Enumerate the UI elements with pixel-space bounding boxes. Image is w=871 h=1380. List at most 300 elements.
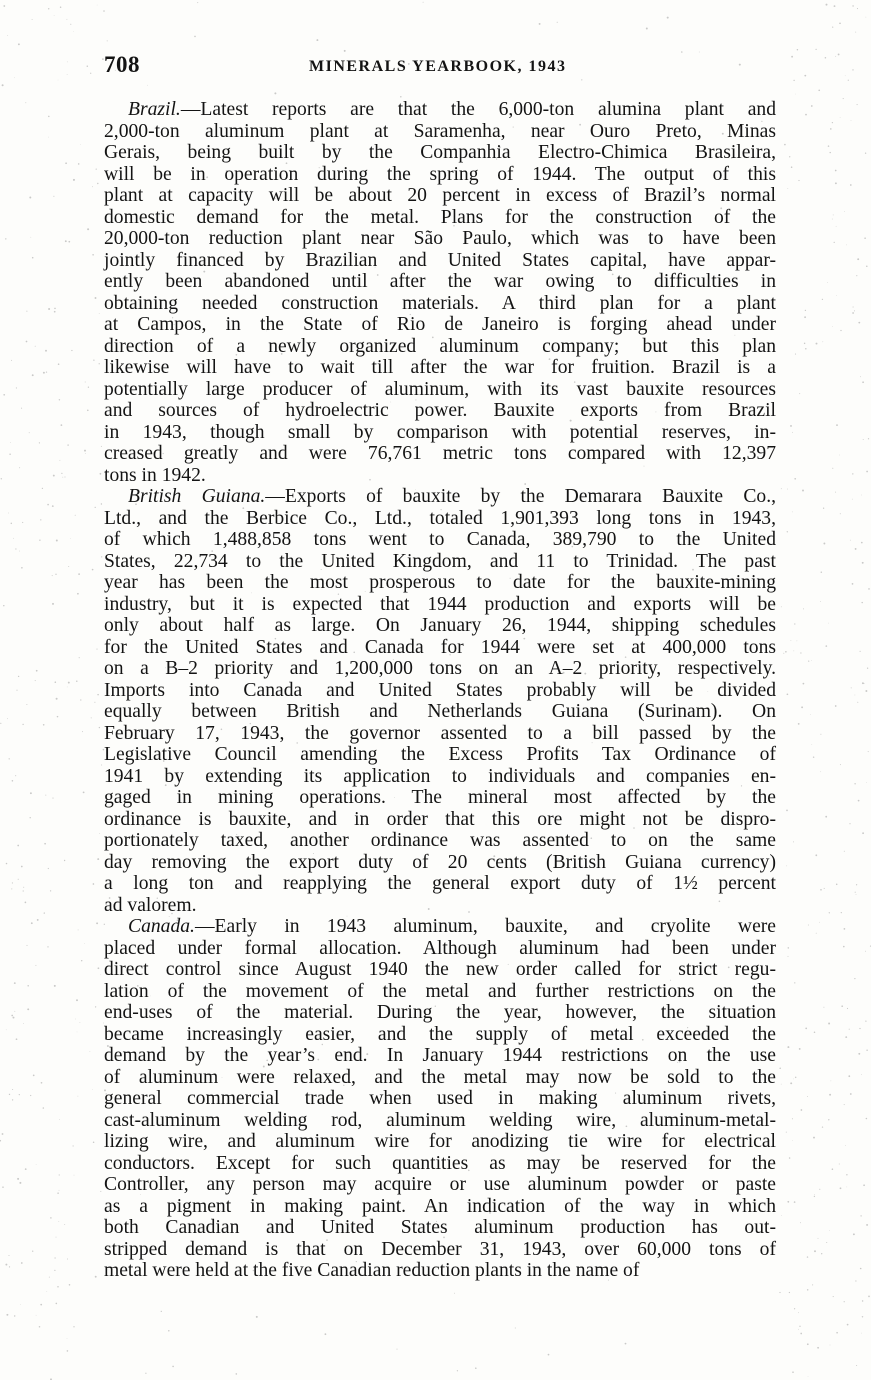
speckle — [852, 499, 853, 500]
speckle — [59, 1190, 60, 1191]
speckle — [66, 19, 67, 20]
speckle — [811, 660, 812, 661]
speckle — [812, 1284, 813, 1285]
speckle — [48, 137, 49, 138]
text-line — [104, 1067, 776, 1089]
speckle — [789, 156, 790, 157]
speckle — [25, 102, 26, 103]
speckle — [790, 640, 791, 641]
speckle — [325, 1333, 327, 1335]
line-text: year has been the most prosperous to date for the bauxite-mining — [104, 572, 776, 593]
speckle — [850, 1093, 852, 1095]
speckle — [861, 1074, 862, 1075]
text-line — [104, 1045, 776, 1067]
speckle — [794, 982, 795, 983]
speckle — [800, 1333, 802, 1335]
line-text: demand by the year’s end. In January 1944 restrictions on the use — [104, 1045, 776, 1066]
line-text: direction of a newly organized aluminum company; but this plan — [104, 335, 776, 357]
text-line — [104, 916, 776, 938]
speckle — [787, 1046, 789, 1048]
line-text: end-uses of the material. During the year, however, the situation — [104, 1002, 776, 1023]
speckle — [802, 490, 804, 492]
speckle — [646, 28, 648, 30]
speckle — [74, 179, 75, 180]
line-text: direct control since August 1940 the new order called for strict regu- — [104, 959, 776, 980]
text-line — [104, 465, 776, 487]
line-text: creased greatly and were 76,761 metric tons compared with 12,397 — [104, 443, 776, 464]
speckle — [866, 17, 867, 18]
speckle — [97, 858, 99, 860]
text-line — [104, 1196, 776, 1218]
speckle — [78, 163, 80, 165]
speckle — [93, 360, 94, 361]
speckle — [101, 556, 102, 557]
speckle — [819, 922, 820, 923]
speckle — [161, 1311, 162, 1312]
speckle — [59, 460, 60, 461]
speckle — [67, 444, 68, 445]
speckle — [36, 1315, 37, 1316]
text-line — [104, 852, 776, 874]
speckle — [548, 1354, 550, 1356]
speckle — [863, 1184, 865, 1186]
speckle — [515, 1328, 516, 1329]
text-line — [104, 1153, 776, 1175]
speckle — [810, 714, 811, 715]
speckle — [805, 348, 807, 350]
speckle — [794, 1201, 796, 1203]
speckle — [80, 1022, 81, 1023]
line-text: jointly financed by Brazilian and United States capital, have appar- — [104, 249, 776, 271]
speckle — [866, 782, 867, 783]
speckle — [804, 343, 805, 344]
speckle — [855, 548, 857, 550]
speckle — [866, 1050, 867, 1051]
speckle — [790, 1082, 792, 1084]
speckle — [818, 89, 820, 91]
speckle — [77, 1032, 78, 1033]
text-line — [104, 1174, 776, 1196]
speckle — [787, 531, 788, 532]
speckle — [798, 1312, 799, 1313]
line-text: 1941 by extending its application to individuals and companies en- — [104, 765, 776, 787]
speckle — [861, 495, 862, 496]
speckle — [11, 360, 12, 361]
speckle — [100, 974, 101, 975]
speckle — [539, 23, 541, 25]
text-line — [104, 895, 776, 917]
speckle — [19, 467, 20, 468]
speckle — [808, 660, 809, 661]
speckle — [860, 651, 861, 652]
line-text: Ltd., and the Berbice Co., Ltd., totaled 1,901,393 long tons in 1943, — [104, 507, 776, 529]
speckle — [844, 211, 845, 212]
text-line — [104, 787, 776, 809]
speckle — [786, 1132, 787, 1133]
speckle — [20, 1304, 21, 1305]
text-line — [104, 207, 776, 229]
speckle — [397, 1349, 398, 1350]
speckle — [783, 653, 784, 654]
speckle — [81, 960, 82, 961]
speckle — [5, 238, 6, 239]
speckle — [11, 888, 12, 889]
speckle — [57, 1192, 59, 1194]
text-line — [104, 293, 776, 315]
speckle — [101, 764, 102, 765]
line-text: will be in operation during the spring of 1944. The output of this — [104, 163, 776, 185]
text-line — [104, 422, 776, 444]
speckle — [836, 884, 838, 886]
page-number: 708 — [104, 52, 140, 77]
speckle — [30, 237, 31, 238]
speckle — [101, 446, 102, 447]
speckle — [816, 933, 817, 934]
speckle — [793, 80, 794, 81]
speckle — [835, 705, 837, 707]
speckle — [50, 890, 51, 891]
speckle — [832, 27, 833, 28]
speckle — [21, 408, 22, 409]
speckle — [795, 354, 796, 355]
speckle — [56, 698, 58, 700]
speckle — [804, 75, 806, 77]
speckle — [852, 473, 853, 474]
speckle — [800, 1222, 801, 1223]
line-text: became increasingly easier, and the supply of metal exceeded the — [104, 1023, 776, 1045]
speckle — [797, 641, 798, 642]
speckle — [94, 702, 95, 703]
text-line — [104, 529, 776, 551]
speckle — [857, 8, 858, 9]
speckle — [54, 311, 56, 313]
speckle — [25, 1168, 27, 1170]
speckle — [795, 1077, 796, 1078]
speckle — [2, 84, 4, 86]
speckle — [868, 1296, 870, 1298]
speckle — [835, 56, 836, 57]
speckle — [56, 540, 58, 542]
speckle — [838, 53, 840, 55]
line-text: 2,000-ton aluminum plant at Saramenha, near Ouro Preto, Minas — [104, 120, 776, 142]
speckle — [836, 226, 837, 227]
speckle — [65, 240, 67, 242]
speckle — [834, 5, 836, 7]
speckle — [2, 1133, 4, 1135]
line-text: ad valorem. — [104, 894, 197, 916]
speckle — [18, 879, 19, 880]
speckle — [53, 475, 55, 477]
speckle — [54, 1270, 55, 1271]
speckle — [833, 1296, 834, 1297]
speckle — [84, 943, 85, 944]
speckle — [865, 153, 866, 154]
speckle — [96, 649, 97, 650]
speckle — [67, 1338, 68, 1339]
text-line — [104, 142, 776, 164]
speckle — [26, 945, 27, 946]
speckle — [852, 583, 854, 585]
speckle — [813, 756, 814, 757]
speckle — [90, 1051, 91, 1052]
speckle — [23, 887, 24, 888]
page-header — [104, 52, 778, 82]
speckle — [792, 1118, 793, 1119]
speckle — [816, 343, 818, 345]
speckle — [67, 687, 68, 688]
speckle — [96, 922, 98, 924]
speckle — [857, 702, 858, 703]
speckle — [861, 1333, 862, 1334]
speckle — [832, 219, 833, 220]
speckle — [62, 477, 63, 478]
speckle — [828, 1119, 829, 1120]
speckle — [832, 326, 833, 327]
text-line — [104, 1239, 776, 1261]
speckle — [854, 978, 855, 979]
speckle — [3, 394, 5, 396]
line-text: Controller, any person may acquire or use aluminum powder or paste — [104, 1174, 776, 1195]
speckle — [852, 5, 853, 6]
speckle — [864, 683, 865, 684]
speckle — [840, 764, 841, 765]
speckle — [855, 695, 856, 696]
speckle — [852, 69, 853, 70]
speckle — [856, 884, 857, 885]
speckle — [846, 1174, 847, 1175]
speckle — [823, 1007, 824, 1008]
text-line — [104, 873, 776, 895]
speckle — [79, 657, 80, 658]
line-text: conductors. Except for such quantities as may be reserved for the — [104, 1152, 776, 1174]
line-text: 20,000-ton reduction plant near São Paulo, which was to have been — [104, 228, 776, 249]
speckle — [32, 1251, 33, 1252]
speckle — [30, 792, 32, 794]
speckle — [67, 62, 68, 63]
speckle — [793, 841, 794, 842]
speckle — [828, 623, 829, 624]
speckle — [831, 1081, 832, 1082]
speckle — [35, 346, 36, 347]
speckle — [80, 699, 81, 700]
text-line — [104, 572, 776, 594]
speckle — [91, 717, 92, 718]
speckle — [824, 888, 825, 889]
speckle — [77, 1096, 78, 1097]
speckle — [799, 393, 800, 394]
speckle — [792, 1140, 793, 1141]
speckle — [841, 912, 842, 913]
speckle — [851, 687, 852, 688]
speckle — [98, 967, 100, 969]
line-text: equally between British and Netherlands Guiana (Surinam). On — [104, 701, 776, 722]
speckle — [807, 1289, 808, 1290]
speckle — [56, 1237, 57, 1238]
line-text: only about half as large. On January 26, 1944, shipping schedules — [104, 615, 776, 636]
speckle — [14, 1011, 15, 1012]
speckle — [73, 179, 75, 181]
speckle — [853, 1233, 855, 1235]
speckle — [82, 731, 83, 732]
speckle — [0, 1140, 1, 1142]
speckle — [49, 1277, 50, 1278]
speckle — [52, 603, 54, 605]
speckle — [59, 399, 60, 400]
speckle — [865, 690, 867, 692]
speckle — [8, 1255, 9, 1256]
text-line — [104, 744, 776, 766]
speckle — [818, 1238, 819, 1239]
speckle — [41, 1082, 43, 1084]
speckle — [400, 96, 402, 98]
text-line — [104, 981, 776, 1003]
speckle — [70, 538, 71, 539]
speckle — [862, 682, 864, 684]
text-line — [104, 508, 776, 530]
speckle — [829, 1230, 830, 1231]
speckle — [85, 382, 86, 383]
speckle — [95, 1006, 96, 1007]
speckle — [789, 1292, 790, 1293]
speckle — [40, 519, 41, 520]
line-text: February 17, 1943, the governor assented to a bill passed by the — [104, 722, 776, 744]
speckle — [850, 184, 852, 186]
speckle — [99, 727, 100, 728]
speckle — [862, 562, 864, 564]
speckle — [76, 681, 77, 682]
text-line — [104, 1002, 776, 1024]
text-line — [104, 959, 776, 981]
speckle — [145, 1373, 146, 1374]
speckle — [99, 363, 100, 364]
body-text — [104, 99, 776, 1282]
speckle — [47, 946, 48, 947]
speckle — [814, 1250, 816, 1252]
speckle — [827, 282, 828, 283]
line-text: day removing the export duty of 20 cents (British Guiana currency) — [104, 851, 776, 873]
speckle — [45, 795, 46, 796]
speckle — [803, 683, 805, 685]
speckle — [57, 716, 59, 718]
speckle — [807, 1343, 809, 1345]
speckle — [787, 1201, 789, 1203]
speckle — [788, 947, 790, 949]
text-line — [104, 250, 776, 272]
speckle — [794, 478, 796, 480]
speckle — [811, 744, 812, 745]
speckle — [792, 512, 793, 513]
line-text: portionately taxed, another ordinance was assented to on the same — [104, 830, 776, 851]
speckle — [13, 1017, 15, 1019]
speckle — [26, 341, 28, 343]
speckle — [788, 956, 789, 957]
speckle — [55, 574, 56, 575]
speckle — [35, 965, 36, 966]
speckle — [793, 1079, 794, 1080]
speckle — [848, 1075, 850, 1077]
text-line — [104, 357, 776, 379]
speckle — [48, 8, 49, 9]
speckle — [56, 1303, 58, 1305]
line-text: both Canadian and United States aluminum production has out- — [104, 1217, 776, 1238]
text-line — [104, 228, 776, 250]
speckle — [820, 601, 821, 602]
speckle — [856, 1365, 857, 1366]
speckle — [47, 1291, 48, 1292]
speckle — [858, 322, 860, 324]
speckle — [841, 1005, 843, 1007]
speckle — [52, 798, 53, 799]
speckle — [856, 275, 857, 276]
speckle — [12, 1089, 13, 1090]
speckle — [801, 706, 803, 708]
speckle — [18, 676, 19, 677]
text-line — [104, 551, 776, 573]
speckle — [826, 4, 828, 6]
speckle — [64, 476, 65, 477]
text-line — [104, 164, 776, 186]
speckle — [107, 40, 108, 41]
speckle — [865, 951, 866, 952]
speckle — [12, 882, 13, 883]
speckle — [95, 507, 96, 508]
text-line — [104, 766, 776, 788]
speckle — [835, 170, 837, 172]
speckle — [78, 573, 80, 575]
line-text: —Latest reports are that the 6,000-ton alumina plant and — [180, 99, 776, 120]
speckle — [87, 66, 88, 67]
speckle — [857, 104, 858, 105]
text-line — [104, 1024, 776, 1046]
speckle — [850, 540, 851, 541]
speckle — [855, 32, 856, 33]
speckle — [829, 912, 830, 913]
speckle — [557, 22, 558, 23]
speckle — [825, 816, 827, 818]
speckle — [423, 2, 424, 3]
speckle — [794, 1308, 795, 1309]
text-line — [104, 594, 776, 616]
speckle — [860, 1268, 862, 1270]
speckle — [43, 372, 45, 374]
speckle — [54, 985, 56, 987]
speckle — [852, 312, 854, 314]
speckle — [97, 5, 98, 6]
speckle — [865, 1020, 866, 1021]
speckle — [807, 1256, 808, 1257]
line-text: a long ton and reapplying the general export duty of 1½ percent — [104, 873, 776, 894]
speckle — [44, 912, 45, 913]
text-line — [104, 336, 776, 358]
speckle — [73, 1145, 74, 1146]
speckle — [822, 299, 823, 300]
speckle — [799, 1048, 801, 1050]
speckle — [39, 442, 40, 443]
speckle — [801, 1109, 803, 1111]
line-text: ordinance is bauxite, and in order that this ore might not be dispro- — [104, 808, 776, 830]
speckle — [99, 313, 100, 314]
text-line — [104, 809, 776, 831]
speckle — [847, 1324, 849, 1326]
line-text: at Campos, in the State of Rio de Janeiro is forging ahead under — [104, 314, 776, 335]
speckle — [781, 606, 782, 607]
speckle — [868, 438, 869, 439]
speckle — [808, 925, 809, 926]
line-text: plant at capacity will be about 20 percent in excess of Brazil’s normal — [104, 185, 776, 206]
speckle — [845, 75, 846, 76]
speckle — [6, 1029, 7, 1030]
speckle — [97, 183, 98, 184]
